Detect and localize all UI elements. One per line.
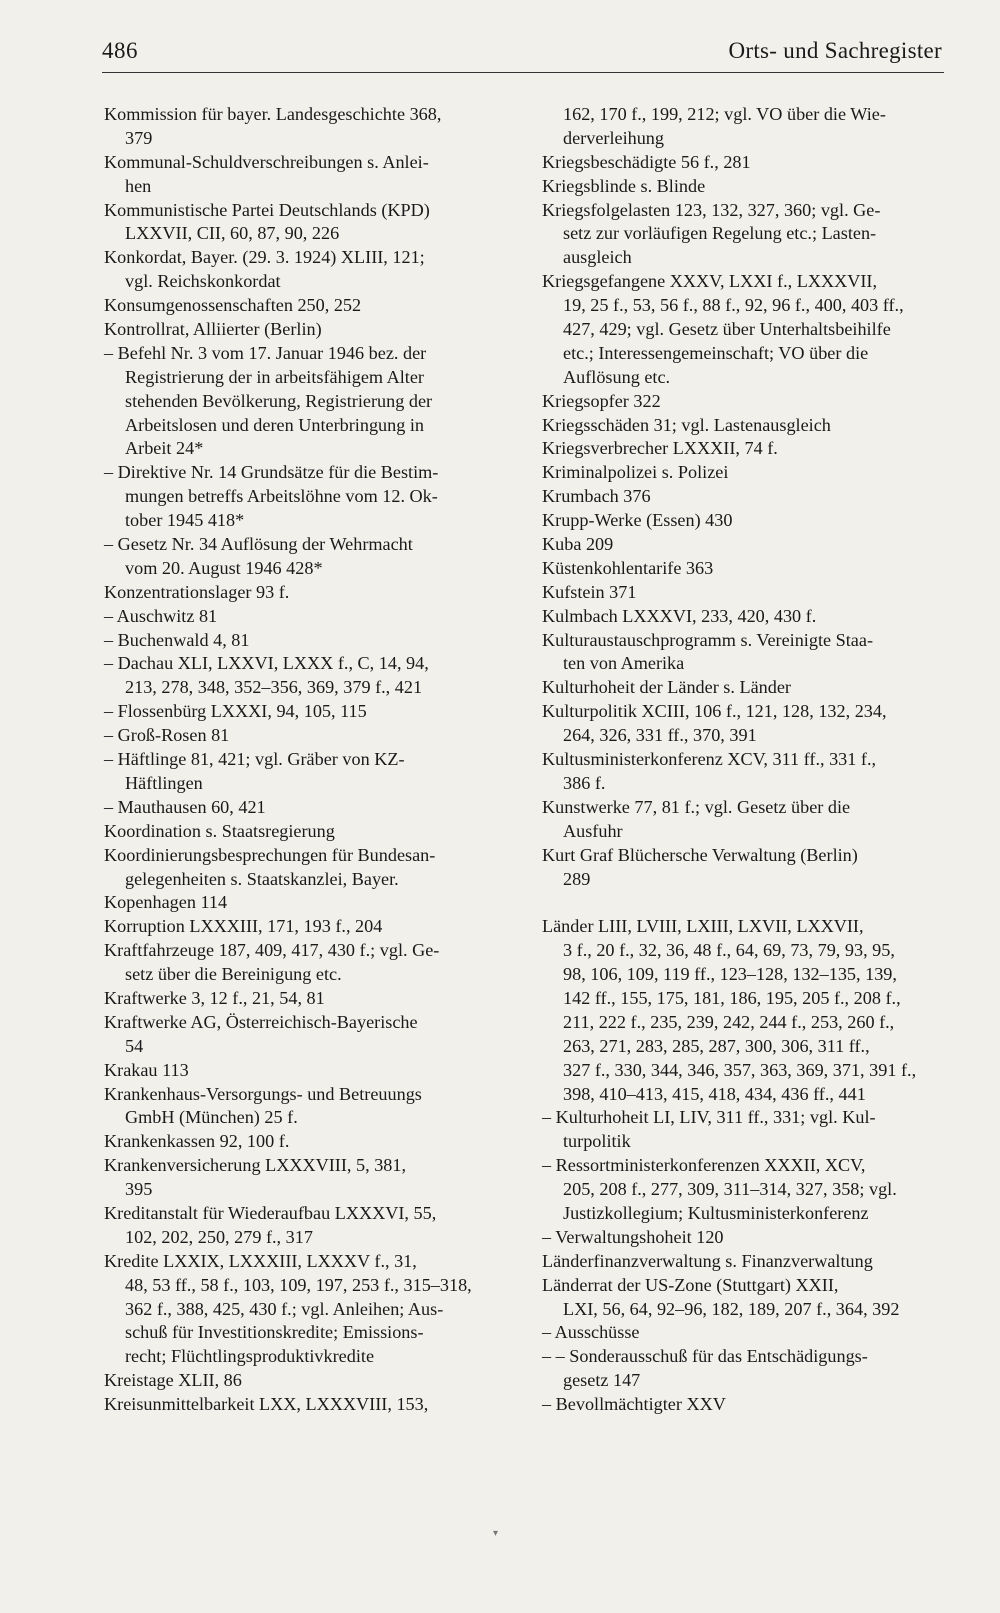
- index-entry-line: – Mauthausen 60, 421: [104, 796, 266, 817]
- index-entry-line: setz über die Bereinigung etc.: [125, 964, 342, 985]
- index-entry-line: Justizkollegium; Kultusministerkonferenz: [563, 1202, 869, 1223]
- index-entry-line: derverleihung: [563, 127, 664, 148]
- index-entry-line: Kreditanstalt für Wiederaufbau LXXXVI, 55,: [104, 1202, 437, 1223]
- index-entry-line: Kulmbach LXXXVI, 233, 420, 430 f.: [542, 605, 817, 626]
- index-entry-line: 379: [125, 127, 153, 148]
- index-entry-line: 19, 25 f., 53, 56 f., 88 f., 92, 96 f., 400, 403 ff.,: [563, 295, 904, 316]
- index-entry-line: Krankenhaus-Versorgungs- und Betreuungs: [104, 1083, 422, 1104]
- index-entry-line: Kufstein 371: [542, 581, 637, 602]
- index-entry-line: gelegenheiten s. Staatskanzlei, Bayer.: [125, 868, 399, 889]
- index-entry-line: GmbH (München) 25 f.: [125, 1107, 298, 1128]
- index-entry-line: – Ausschüsse: [542, 1322, 640, 1343]
- index-entry-line: Kontrollrat, Alliierter (Berlin): [104, 319, 322, 340]
- index-entry-line: 395: [125, 1179, 153, 1200]
- index-entry-line: Länderrat der US-Zone (Stuttgart) XXII,: [542, 1274, 839, 1295]
- header-rule: [102, 72, 944, 73]
- index-entry-line: Küstenkohlentarife 363: [542, 557, 714, 578]
- index-entry-line: 264, 326, 331 ff., 370, 391: [563, 725, 757, 746]
- index-entry-line: – Groß-Rosen 81: [104, 725, 230, 746]
- index-entry-line: schuß für Investitionskredite; Emissions-: [125, 1322, 424, 1343]
- index-entry-line: Kuba 209: [542, 534, 614, 555]
- index-entry-line: – Flossenbürg LXXXI, 94, 105, 115: [104, 701, 367, 722]
- index-entry-line: gesetz 147: [563, 1370, 641, 1391]
- index-entry-line: turpolitik: [563, 1131, 631, 1152]
- index-entry-line: 263, 271, 283, 285, 287, 300, 306, 311 ff.,: [563, 1035, 870, 1056]
- index-entry-line: ten von Amerika: [563, 653, 685, 674]
- index-column-left: [104, 103, 504, 1417]
- index-entry-line: mungen betreffs Arbeitslöhne vom 12. Ok-: [125, 486, 438, 507]
- index-entry-line: 398, 410–413, 415, 418, 434, 436 ff., 441: [563, 1083, 866, 1104]
- index-entry-line: Kriegsschäden 31; vgl. Lastenausgleich: [542, 414, 831, 435]
- index-entry-line: hen: [125, 175, 152, 196]
- index-entry-line: Kriegsblinde s. Blinde: [542, 175, 706, 196]
- index-entry-line: Kriminalpolizei s. Polizei: [542, 462, 729, 483]
- index-entry-line: Krakau 113: [104, 1059, 189, 1080]
- index-entry-line: Kriegsfolgelasten 123, 132, 327, 360; vgl. Ge-: [542, 199, 881, 220]
- index-entry-line: – Befehl Nr. 3 vom 17. Januar 1946 bez. der: [104, 342, 427, 363]
- index-entry-line: Häftlingen: [125, 772, 203, 793]
- index-entry-line: Kultusministerkonferenz XCV, 311 ff., 331 f.,: [542, 749, 877, 770]
- index-entry-line: Kommunistische Partei Deutschlands (KPD): [104, 199, 430, 220]
- index-entry-line: Krankenversicherung LXXXVIII, 5, 381,: [104, 1155, 407, 1176]
- index-entry-line: Koordinierungsbesprechungen für Bundesan-: [104, 844, 436, 865]
- index-entry-line: Länder LIII, LVIII, LXIII, LXVII, LXXVII,: [542, 916, 864, 937]
- index-entry-line: Kopenhagen 114: [104, 892, 228, 913]
- index-entry-line: 142 ff., 155, 175, 181, 186, 195, 205 f., 208 f.,: [563, 987, 901, 1008]
- index-entry-line: Länderfinanzverwaltung s. Finanzverwaltung: [542, 1250, 873, 1271]
- index-entry-line: Konkordat, Bayer. (29. 3. 1924) XLIII, 121;: [104, 247, 425, 268]
- index-entry-line: LXI, 56, 64, 92–96, 182, 189, 207 f., 364, 392: [563, 1298, 900, 1319]
- index-entry-line: tober 1945 418*: [125, 510, 245, 531]
- index-entry-line: stehenden Bevölkerung, Registrierung der: [125, 390, 433, 411]
- index-entry-line: Kredite LXXIX, LXXXIII, LXXXV f., 31,: [104, 1250, 417, 1271]
- index-entry-line: [542, 891, 942, 915]
- index-entry-line: 162, 170 f., 199, 212; vgl. VO über die Wie-: [563, 104, 886, 124]
- index-entry-line: vom 20. August 1946 428*: [125, 557, 323, 578]
- index-entry-line: 427, 429; vgl. Gesetz über Unterhaltsbeihilfe: [563, 319, 891, 340]
- index-entry-line: vgl. Reichskonkordat: [125, 271, 281, 292]
- index-entry-line: – – Sonderausschuß für das Entschädigungs-: [542, 1346, 868, 1367]
- index-entry-line: 213, 278, 348, 352–356, 369, 379 f., 421: [125, 677, 423, 698]
- index-entry-line: Arbeit 24*: [125, 438, 204, 459]
- index-entry-line: 362 f., 388, 425, 430 f.; vgl. Anleihen; Aus-: [125, 1298, 444, 1319]
- page-number: 486: [102, 38, 138, 63]
- index-entry-line: – Bevollmächtigter XXV: [542, 1394, 726, 1415]
- index-entry-line: recht; Flüchtlingsproduktivkredite: [125, 1346, 375, 1367]
- decorative-mark: ▾: [493, 1528, 499, 1539]
- index-entry-line: 48, 53 ff., 58 f., 103, 109, 197, 253 f., 315–318,: [125, 1274, 472, 1295]
- index-entry-line: 211, 222 f., 235, 239, 242, 244 f., 253, 260 f.,: [563, 1011, 895, 1032]
- running-head: Orts- und Sachregister: [728, 38, 942, 63]
- index-entry-line: – Direktive Nr. 14 Grundsätze für die Bestim-: [104, 462, 439, 483]
- index-entry-line: 386 f.: [563, 772, 606, 793]
- index-entry-line: setz zur vorläufigen Regelung etc.; Lasten-: [563, 223, 877, 244]
- index-entry-line: Krankenkassen 92, 100 f.: [104, 1131, 290, 1152]
- index-entry-line: 327 f., 330, 344, 346, 357, 363, 369, 371, 391 f.,: [563, 1059, 917, 1080]
- index-entry-line: Arbeitslosen und deren Unterbringung in: [125, 414, 425, 435]
- index-entry-line: Kreisunmittelbarkeit LXX, LXXXVIII, 153,: [104, 1394, 429, 1415]
- index-entry-line: – Häftlinge 81, 421; vgl. Gräber von KZ-: [104, 749, 405, 770]
- index-entry-line: Kreistage XLII, 86: [104, 1370, 242, 1391]
- index-entry-line: Kraftfahrzeuge 187, 409, 417, 430 f.; vgl. Ge-: [104, 940, 440, 961]
- index-column-right: [542, 103, 942, 1417]
- index-entry-line: Krumbach 376: [542, 486, 651, 507]
- index-entry-line: Kommunal-Schuldverschreibungen s. Anlei-: [104, 151, 429, 172]
- index-entry-line: – Auschwitz 81: [104, 605, 218, 626]
- index-entry-line: Auflösung etc.: [563, 366, 671, 387]
- index-entry-line: Kulturhoheit der Länder s. Länder: [542, 677, 791, 698]
- index-entry-line: Kriegsgefangene XXXV, LXXI f., LXXXVII,: [542, 271, 878, 292]
- index-entry-line: etc.; Interessengemeinschaft; VO über die: [563, 342, 869, 363]
- index-entry-line: Kriegsverbrecher LXXXII, 74 f.: [542, 438, 778, 459]
- index-entry-line: Koordination s. Staatsregierung: [104, 820, 335, 841]
- index-entry-line: Krupp-Werke (Essen) 430: [542, 510, 733, 531]
- index-entry-line: Kurt Graf Blüchersche Verwaltung (Berlin): [542, 844, 858, 865]
- index-entry-line: Konzentrationslager 93 f.: [104, 581, 290, 602]
- index-entry-line: Registrierung der in arbeitsfähigem Alter: [125, 366, 424, 387]
- index-entry-line: – Verwaltungshoheit 120: [542, 1226, 724, 1247]
- index-entry-line: 3 f., 20 f., 32, 36, 48 f., 64, 69, 73, 79, 93, 95,: [563, 940, 895, 961]
- index-entry-line: 102, 202, 250, 279 f., 317: [125, 1226, 313, 1247]
- index-entry-line: – Gesetz Nr. 34 Auflösung der Wehrmacht: [104, 534, 413, 555]
- index-entry-line: Kunstwerke 77, 81 f.; vgl. Gesetz über die: [542, 796, 851, 817]
- index-entry-line: 54: [125, 1035, 144, 1056]
- index-entry-line: – Ressortministerkonferenzen XXXII, XCV,: [542, 1155, 866, 1176]
- index-entry-line: Kriegsbeschädigte 56 f., 281: [542, 151, 751, 172]
- index-entry-line: 98, 106, 109, 119 ff., 123–128, 132–135, 139,: [563, 964, 897, 985]
- index-entry-line: – Buchenwald 4, 81: [104, 629, 250, 650]
- index-entry-line: – Dachau XLI, LXXVI, LXXX f., C, 14, 94,: [104, 653, 429, 674]
- index-entry-line: ausgleich: [563, 247, 632, 268]
- index-entry-line: Korruption LXXXIII, 171, 193 f., 204: [104, 916, 383, 937]
- index-entry-line: Kulturaustauschprogramm s. Vereinigte Staa-: [542, 629, 873, 650]
- index-entry-line: Konsumgenossenschaften 250, 252: [104, 295, 362, 316]
- index-entry-line: Kulturpolitik XCIII, 106 f., 121, 128, 132, 234,: [542, 701, 887, 722]
- index-entry-line: Ausfuhr: [563, 820, 623, 841]
- index-entry-line: 205, 208 f., 277, 309, 311–314, 327, 358; vgl.: [563, 1179, 897, 1200]
- index-entry-line: – Kulturhoheit LI, LIV, 311 ff., 331; vgl. Kul-: [542, 1107, 876, 1128]
- index-entry-line: Kraftwerke AG, Österreichisch-Bayerische: [104, 1011, 418, 1032]
- index-entry-line: Kraftwerke 3, 12 f., 21, 54, 81: [104, 987, 325, 1008]
- index-entry-line: 289: [563, 868, 591, 889]
- index-entry-line: Kommission für bayer. Landesgeschichte 368,: [104, 104, 442, 124]
- index-entry-line: LXXVII, CII, 60, 87, 90, 226: [125, 223, 340, 244]
- index-entry-line: Kriegsopfer 322: [542, 390, 661, 411]
